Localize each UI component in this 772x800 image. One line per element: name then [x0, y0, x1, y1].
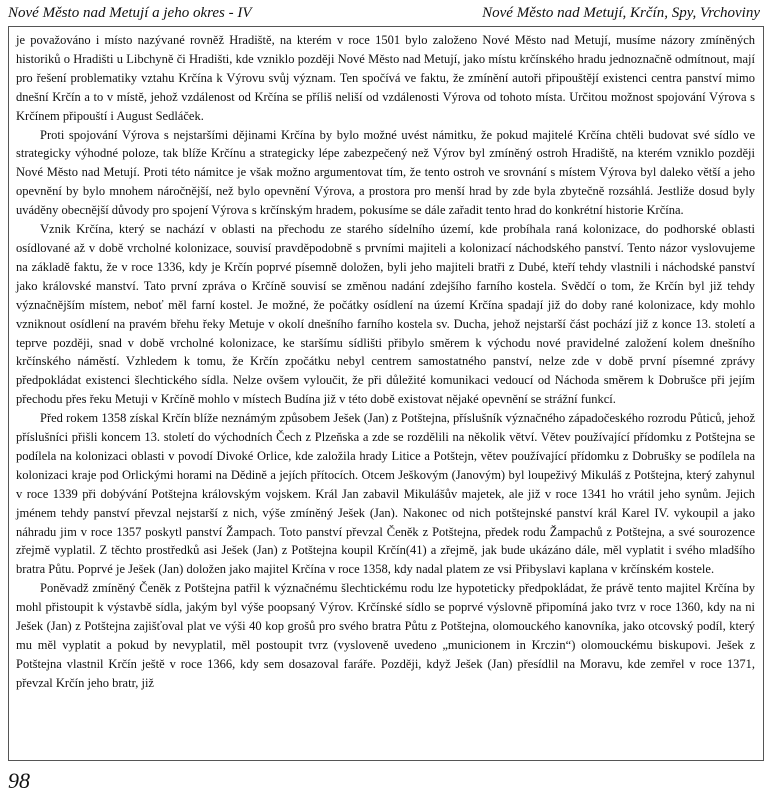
- paragraph: Vznik Krčína, který se nachází v oblasti na přechodu ze starého sídelního území, kde probíhala raná kolonizace, do podhorské oblasti osídlované až v době vrcholné kolonizace, souvisí pravděpodobně s prvními majiteli a kolonizací náchodského panství. Tento názor vyslovujeme na základě faktu, že v roce 1336, kdy je Krčín poprvé písemně doložen, byli jeho majiteli bratři z Dubé, kteří tehdy vlastnili i náchodské panství jako královské manství. Tato první zpráva o Krčíně souvisí se změnou nadání zdejšího farního kostela. Svědčí o tom, že Krčín byl již tehdy význačnějším místem, neboť měl farní kostel. Je možné, že počátky osídlení na území Krčína spadají již do doby rané kolonizace, kdy mohlo vzniknout osídlení na pravém břehu řeky Metuje v okolí dnešního farního kostela sv. Ducha, jehož nejstarší část pochází již z konce 13. století a teprve později, snad v době vrcholné kolonizace, ke staršímu sídlišti přibylo směrem k východu nové pravidelné založení kolem dnešního krčínského náměstí. Vzhledem k tomu, že Krčín zpočátku nebyl centrem samostatného panství, nelze zde v době první písemné zprávy předpokládat existenci šlechtického sídla. Nelze ovšem vyloučit, že při důležité komunikaci vedoucí od Náchoda směrem k Dobrušce při jejím přechodu přes řeku Metuji v Krčíně mohlo v místech Budína již v této době existovat nějaké opevnění se strážní funkcí.: [16, 222, 755, 407]
- page-number: 98: [8, 768, 30, 793]
- paragraph: Proti spojování Výrova s nejstaršími dějinami Krčína by bylo možné uvést námitku, že pokud majitelé Krčína chtěli budovat své sídlo ve strategicky výhodné poloze, tak blíže Krčínu a strategicky lépe zabezpečený než Výrov byl zmíněný ostroh Hradiště, na kterém vzniklo později Nové Město nad Metují. Proti této námitce je však možno argumentovat tím, že tento ostroh ve srovnání s místem Výrova byl daleko větší a jeho opevnění by bylo mnohem náročnější, než bylo opevnění Výrova, a prostora pro menší hrad by zde byla zbytečně rozsáhlá. Jestliže dosud byly uváděny obecnější důvody pro spojení Výrova s krčínským hradem, pokusíme se dále zařadit tento hrad do konkrétní historie Krčína.: [16, 127, 755, 218]
- body-text: [16, 31, 755, 693]
- paragraph: Poněvadž zmíněný Čeněk z Potštejna patřil k význačnému šlechtickému rodu lze hypoteticky předpokládat, že právě tento majitel Krčína by mohl přistoupit k výstavbě sídla, jakým byl výše poopsaný Výrov. Krčínské sídlo se poprvé výslovně připomíná jako tvrz v roce 1360, kdy na ni Ješek (Jan) z Potštejna zajišťoval plat ve výši 40 kop grošů pro svého bratra Půtu z Potštejna, olomouckého kanovníka, jako otcovský podíl, který mu měl vyplatit a pokud by nevyplatil, měl postoupit tvrz (vysloveně uvedeno „municionem in Krczin“) olomouckému biskupovi. Ješek z Potštejna vlastnil Krčín ještě v roce 1366, kdy sem dosazoval faráře. Později, když Ješek (Jan) přesídlil na Moravu, kde zemřel v roce 1371, převzal Krčín jeho bratr, již: [16, 581, 755, 690]
- header-left-title: Nové Město nad Metují a jeho okres - IV: [8, 4, 252, 21]
- header-right-title: Nové Město nad Metují, Krčín, Spy, Vrchoviny: [482, 4, 760, 21]
- paragraph: Před rokem 1358 získal Krčín blíže neznámým způsobem Ješek (Jan) z Potštejna, příslušník význačného západočeského rozrodu Půticů, jehož příslušníci přišli koncem 13. století do východních Čech z Plzeňska a zde se rozdělili na několik větví. Větev používající přídomku z Potštejna se podílela na kolonizaci oblasti v povodí Divoké Orlice, kde založila hrady Litice a Potštejn, větev používající přídomku z Dobrušky se podílela na kolonizaci kraje pod Orlickými horami na Dědině a jejích přítocích. Otcem Ješkovým (Janovým) byl loupeživý Mikuláš z Potštejna, který zahynul v roce 1339 při dobývání Potštejna královským vojskem. Král Jan zabavil Mikulášův majetek, ale již v roce 1341 ho vrátil jeho synům. Jejich jménem tehdy panství převzal nejstarší z nich, výše zmíněný Ješek (Jan). Nakonec od nich potštejnské panství král Karel IV. vykoupil a jako náhradu jim v roce 1357 poskytl panství Žampach. Toto panství převzal Čeněk z Potštejna, předek rodu Žampachů z Potštejna, a své sourozence zřejmě vyplatil. Z těchto prostředků asi Ješek (Jan) z Potštejna koupil Krčín(41) a zřejmě, jak bude ukázáno dále, měl vyplatit i svého mladšího bratra Půtu. Poprvé je Ješek (Jan) doložen jako majitel Krčína v roce 1358, kdy nadal platem ze vsi Přibyslavi kaplana v krčínském kostele.: [16, 411, 755, 577]
- paragraph: je považováno i místo nazývané rovněž Hradiště, na kterém v roce 1501 bylo založeno Nové Město nad Metují, musíme názory zmíněných historiků o Hradišti u Libchyně či Hradišti, kde vzniklo později Nové Město nad Metují, jako místu krčínského hradu jednoznačně odmítnout, mají pro řešení problematiky vztahu Krčína k Výrovu svůj význam. Ten spočívá ve faktu, že zmínění autoři připouštějí existenci centra panství mimo dnešní Krčín a to v místě, jehož vzdálenost od Krčína se příliš neliší od vzdálenosti Výrova od tohoto místa. Určitou možnost spojování Výrova s Krčínem připouští i August Sedláček.: [16, 33, 755, 123]
- running-header: [8, 2, 760, 24]
